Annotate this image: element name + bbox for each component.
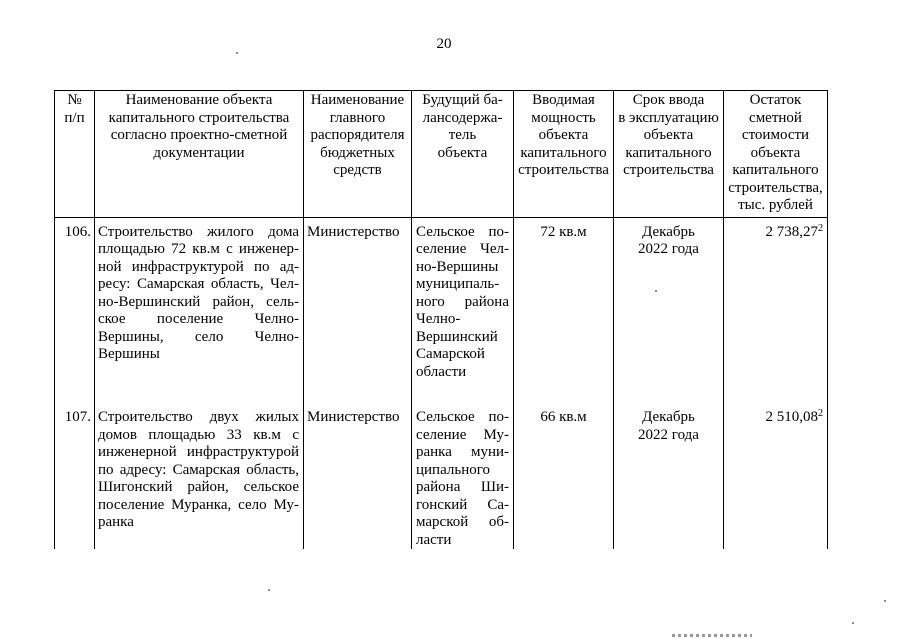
- capacity-cell: 66 кв.м: [514, 403, 614, 549]
- text-line: тыс. рублей: [738, 197, 813, 213]
- scan-speck: [884, 600, 886, 602]
- text-line: документации: [153, 144, 245, 161]
- text-line: п/п: [64, 109, 85, 126]
- text-line: мощность: [531, 109, 596, 126]
- balance-value: 2 738,27: [765, 223, 818, 240]
- text-line: сметной: [749, 109, 802, 126]
- text-line: но-Вершины: [416, 258, 499, 275]
- text-line: Сельское по-: [416, 409, 509, 425]
- text-line: ранка: [98, 514, 134, 530]
- text-line: ресу: Самарская область, Чел-: [98, 276, 299, 292]
- text-line: Вершины, село Челно-: [98, 328, 299, 345]
- table-row: [55, 403, 828, 549]
- text-line: инженерной инфраструктурой: [98, 444, 299, 460]
- text-line: лансодержа-: [422, 109, 503, 126]
- holder-cell: [412, 217, 514, 403]
- text-line: поселение Муранка, село Му-: [98, 496, 299, 513]
- text-line: Декабрь: [642, 223, 695, 240]
- text-line: капитального строительства: [108, 109, 290, 126]
- text-line: Наименование объекта: [125, 92, 273, 108]
- deadline-cell: [614, 403, 724, 549]
- capacity-cell: 72 кв.м: [514, 217, 614, 403]
- text-line: Челно-: [416, 311, 461, 327]
- text-line: района Ши-: [416, 479, 509, 495]
- text-line: №: [67, 92, 82, 108]
- text-line: объекта: [538, 127, 589, 143]
- text-line: муниципаль-: [416, 276, 500, 292]
- text-line: но-Вершинский район, сель-: [98, 293, 299, 310]
- text-line: селение Чел-: [416, 241, 509, 257]
- text-line: распорядителя: [310, 127, 405, 143]
- header-commissioning-date: [614, 91, 724, 218]
- text-line: бюджетных: [320, 144, 395, 161]
- text-line: главного: [329, 109, 386, 126]
- text-line: 2022 года: [638, 426, 699, 443]
- table-row: [55, 217, 828, 403]
- object-name-cell: [95, 403, 304, 549]
- text-line: Вершинский: [416, 328, 498, 345]
- text-line: Шигонский район, сельское: [98, 479, 299, 495]
- text-line: Строительство жилого дома: [98, 223, 299, 240]
- header-number: [55, 91, 95, 218]
- text-line: домов площадью 33 кв.м с: [98, 426, 299, 443]
- text-line: Строительство двух жилых: [98, 409, 299, 425]
- header-remaining-cost: [724, 91, 828, 218]
- text-line: капитального: [732, 162, 819, 178]
- text-line: объекта: [750, 144, 801, 161]
- balance-cell: [724, 403, 828, 549]
- text-line: капитального: [625, 144, 712, 161]
- text-line: Срок ввода: [632, 92, 705, 108]
- holder-cell: [412, 403, 514, 549]
- balance-value: 2 510,08: [765, 409, 818, 425]
- text-line: строительства: [518, 162, 609, 178]
- header-capacity: [514, 91, 614, 218]
- text-line: 2022 года: [638, 241, 699, 257]
- text-line: в эксплуатацию: [618, 109, 719, 126]
- text-line: по адресу: Самарская область,: [98, 461, 299, 478]
- text-line: Наименование: [310, 92, 405, 108]
- ministry-cell: Министерство: [304, 217, 412, 403]
- text-line: Остаток: [749, 92, 802, 108]
- text-line: Вводимая: [532, 92, 595, 108]
- footnote-mark: 2: [818, 408, 823, 419]
- text-line: строительства,: [728, 179, 823, 196]
- deadline-cell: [614, 217, 724, 403]
- text-line: Вершины: [98, 346, 160, 362]
- text-line: ское поселение Челно-: [98, 311, 299, 327]
- header-object-name: [95, 91, 304, 218]
- text-line: ного района: [416, 293, 509, 310]
- scan-speck: [655, 290, 657, 292]
- text-line: стоимости: [741, 127, 810, 143]
- text-line: объекта: [437, 144, 488, 161]
- header-budget-administrator: [304, 91, 412, 218]
- footnote-mark: 2: [818, 222, 823, 234]
- page-number: 20: [436, 36, 452, 52]
- balance-cell: [724, 217, 828, 403]
- text-line: объекта: [643, 127, 694, 143]
- text-line: согласно проектно-сметной: [110, 127, 288, 143]
- scan-speck: [236, 52, 238, 54]
- table-header-row: [55, 91, 828, 218]
- scan-speck: [268, 589, 270, 591]
- text-line: тель: [448, 127, 477, 143]
- row-number: 107.: [55, 403, 95, 549]
- text-line: Самарской: [416, 346, 485, 362]
- text-line: селение Му-: [416, 426, 509, 443]
- text-line: гонский Са-: [416, 496, 509, 513]
- text-line: ранка муни-: [416, 444, 509, 460]
- text-line: ласти: [416, 531, 452, 548]
- text-line: площадью 72 кв.м с инженер-: [98, 241, 299, 257]
- text-line: Декабрь: [642, 409, 695, 425]
- text-line: капитального: [520, 144, 607, 161]
- ministry-cell: Министерство: [304, 403, 412, 549]
- object-name-cell: [95, 217, 304, 403]
- text-line: строительства: [623, 162, 714, 178]
- text-line: Будущий ба-: [422, 92, 503, 108]
- text-line: ной инфраструктурой по ад-: [98, 258, 299, 275]
- text-line: ципального: [416, 461, 491, 478]
- text-line: средств: [333, 162, 382, 178]
- row-number: 106.: [55, 217, 95, 403]
- scan-speck: [852, 622, 854, 624]
- construction-objects-table: [54, 90, 828, 549]
- scan-footer-mark: [672, 634, 752, 637]
- text-line: области: [416, 363, 467, 380]
- text-line: Сельское по-: [416, 223, 509, 240]
- text-line: марской об-: [416, 514, 509, 530]
- header-future-holder: [412, 91, 514, 218]
